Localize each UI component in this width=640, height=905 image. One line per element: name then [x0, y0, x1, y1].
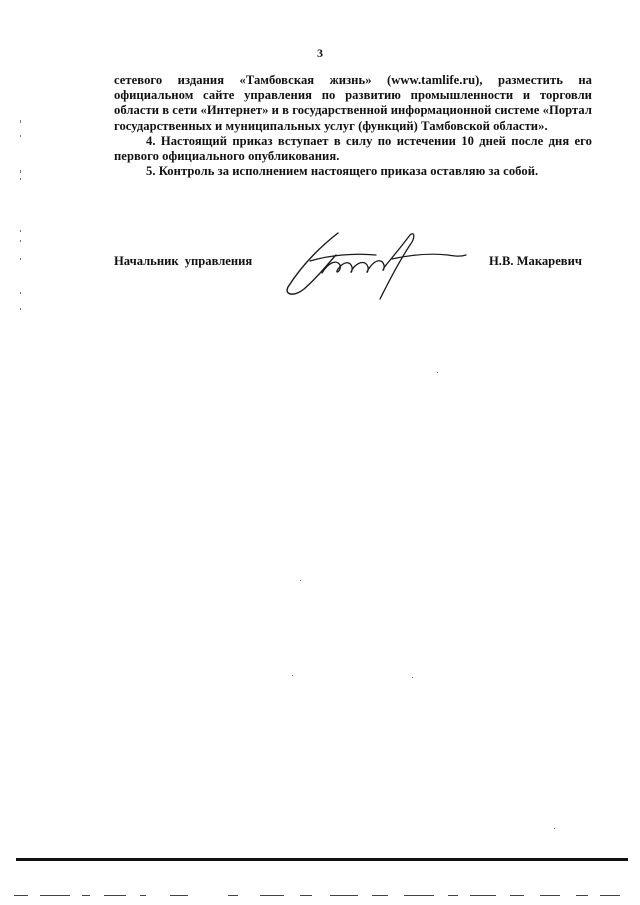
paragraph-item-5: 5. Контроль за исполнением настоящего приказа оставляю за собой. — [146, 164, 539, 179]
footer-rule — [16, 858, 628, 861]
page-number: 3 — [317, 46, 323, 60]
document-body — [114, 73, 592, 179]
handwritten-signature — [280, 225, 470, 305]
paragraph-item-4: 4. Настоящий приказ вступает в силу по истечении 10 дней после дня его первого официального опубликования. — [114, 133, 592, 164]
signatory-position: Начальник управления — [114, 254, 253, 268]
signatory-name: Н.В. Макаревич — [489, 254, 582, 268]
paragraph-continuation: сетевого издания «Тамбовская жизнь» (www.tamlife.ru), разместить на официальном сайте управления по развитию промышленности и торговли области в сети «Интернет» и в государственной информационной системе «Портал государственных и муниципальных услуг (функций) Тамбовской области». — [114, 73, 592, 133]
